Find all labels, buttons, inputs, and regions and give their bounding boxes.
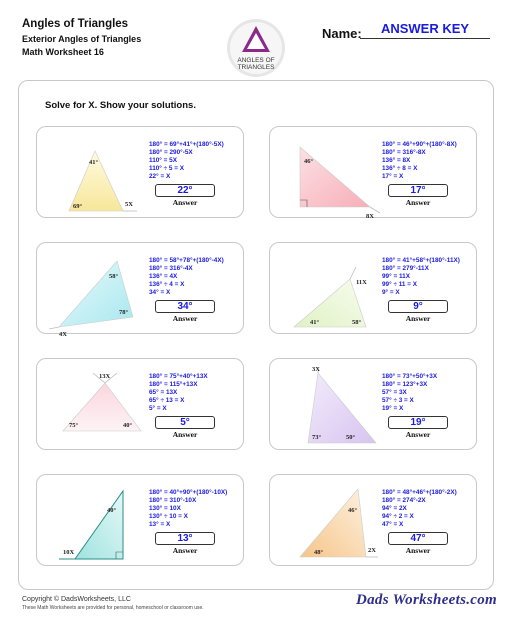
angle-label: 46° — [304, 158, 314, 165]
answer-label: Answer — [405, 430, 431, 439]
solution-steps: 180° = 41°+58°+(180°-11X) 180° = 279°-11X 99° = 11X 99° ÷ 11 = X 9° = X — [382, 257, 460, 296]
answer-box[interactable]: 34° — [155, 300, 215, 313]
angle-label: 73° — [312, 434, 322, 441]
angle-label: 8X — [366, 213, 374, 220]
angle-label: 41° — [310, 319, 320, 326]
angle-label: 58° — [352, 319, 362, 326]
solution-steps: 180° = 46°+90°+(180°-8X) 180° = 316°-8X 136° = 8X 136° ÷ 8 = X 17° = X — [382, 141, 457, 180]
angle-label: 48° — [314, 549, 324, 556]
answer-box[interactable]: 17° — [388, 184, 448, 197]
angle-label: 13X — [99, 373, 111, 380]
triangle-logo-icon — [226, 18, 286, 78]
solution-steps: 180° = 48°+46°+(180°-2X) 180° = 274°-2X 94° = 2X 94° ÷ 2 = X 47° = X — [382, 489, 457, 528]
brand-logo[interactable]: Dads Worksheets.com — [356, 592, 497, 608]
angle-label: 41° — [89, 159, 99, 166]
angle-label: 78° — [119, 309, 129, 316]
name-field[interactable]: ANSWER KEY — [360, 21, 490, 39]
logo-text-2: TRIANGLES — [237, 64, 275, 71]
problem-card-4 — [269, 242, 477, 334]
angle-label: 10X — [63, 549, 75, 556]
solution-steps: 180° = 40°+90°+(180°-10X) 180° = 310°-10X 130° = 10X 130° ÷ 10 = X 13° = X — [149, 489, 228, 528]
problem-card-5 — [36, 358, 244, 450]
instructions: Solve for X. Show your solutions. — [45, 100, 196, 111]
problem-card-3 — [36, 242, 244, 338]
solution-steps: 180° = 69°+41°+(180°-5X) 180° = 290°-5X 110° = 5X 110° ÷ 5 = X 22° = X — [149, 141, 224, 180]
problem-card-1 — [36, 126, 244, 218]
answer-label: Answer — [172, 314, 198, 323]
answer-label: Answer — [172, 198, 198, 207]
usage-note: These Math Worksheets are provided for personal, homeschool or classroom use. — [22, 605, 204, 611]
problem-card-7 — [36, 474, 244, 566]
angle-label: 5X — [125, 201, 133, 208]
logo-text-1: ANGLES OF — [237, 57, 275, 64]
angle-label: 75° — [69, 422, 79, 429]
copyright-text: Copyright © DadsWorksheets, LLC — [22, 596, 131, 603]
problem-card-2 — [269, 126, 477, 218]
answer-label: Answer — [405, 546, 431, 555]
angle-label: 40° — [107, 507, 117, 514]
angle-label: 58° — [109, 273, 119, 280]
solution-steps: 180° = 73°+50°+3X 180° = 123°+3X 57° = 3X 57° ÷ 3 = X 19° = X — [382, 373, 438, 412]
angle-label: 40° — [123, 422, 133, 429]
solution-steps: 180° = 75°+40°+13X 180° = 115°+13X 65° = 13X 65° ÷ 13 = X 5° = X — [149, 373, 208, 412]
angle-label: 4X — [59, 331, 67, 338]
answer-box[interactable]: 19° — [388, 416, 448, 429]
answer-box[interactable]: 9° — [388, 300, 448, 313]
name-label: Name: — [322, 26, 362, 41]
angle-label: 11X — [356, 279, 367, 286]
answer-label: Answer — [172, 546, 198, 555]
problem-card-6 — [269, 358, 477, 450]
angle-label: 3X — [312, 366, 320, 373]
worksheet-title: Angles of Triangles — [22, 18, 129, 30]
answer-box[interactable]: 22° — [155, 184, 215, 197]
worksheet-number: Math Worksheet 16 — [22, 47, 104, 57]
solution-steps: 180° = 58°+78°+(180°-4X) 180° = 316°-4X 136° = 4X 136° ÷ 4 = X 34° = X — [149, 257, 224, 296]
angle-label: 46° — [348, 507, 358, 514]
answer-label: Answer — [405, 314, 431, 323]
problem-card-8 — [269, 474, 477, 566]
answer-label: Answer — [172, 430, 198, 439]
problem-panel — [18, 80, 494, 590]
angle-label: 69° — [73, 203, 83, 210]
angle-label: 2X — [368, 547, 376, 554]
answer-box[interactable]: 13° — [155, 532, 215, 545]
answer-label: Answer — [405, 198, 431, 207]
answer-box[interactable]: 47° — [388, 532, 448, 545]
angle-label: 50° — [346, 434, 356, 441]
answer-box[interactable]: 5° — [155, 416, 215, 429]
worksheet-subtitle: Exterior Angles of Triangles — [22, 34, 142, 44]
